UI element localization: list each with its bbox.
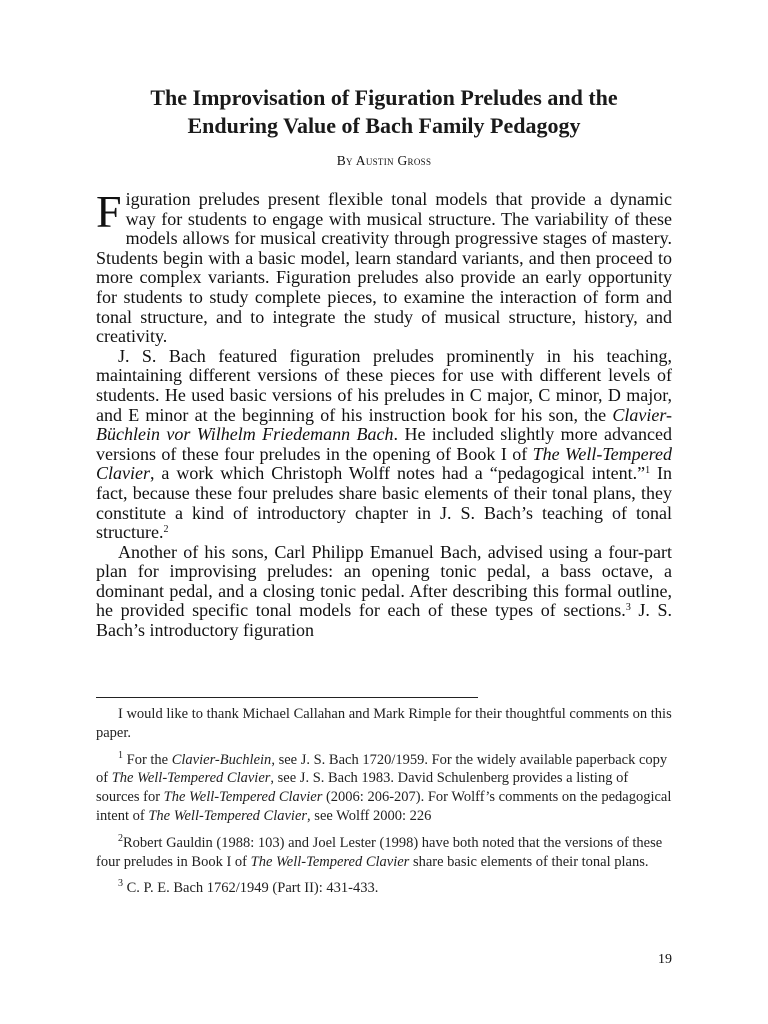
page-number: 19: [658, 952, 672, 967]
footnote-1-number: 1: [118, 749, 123, 761]
paragraph-2-text-c: , a work which Christoph Wolff notes had a “pedagogical intent.”: [150, 463, 646, 484]
article-title-line-2: Enduring Value of Bach Family Pedagogy: [187, 113, 581, 138]
drop-cap: F: [96, 186, 122, 237]
footnote-ref-2[interactable]: 2: [163, 524, 169, 536]
footnotes: [96, 705, 672, 906]
article-title-line-1: The Improvisation of Figuration Preludes and the: [150, 85, 618, 110]
footnote-2-number: 2: [118, 832, 123, 844]
footnote-1-text: , see J. S. Bach 1720/1959. For the widely available paperback copy of: [96, 751, 668, 787]
footnote-3: [96, 879, 672, 898]
paragraph-1-text: iguration preludes present flexible tonal models that provide a dynamic way for students to engage with musical structure. The variability of these models allows for musical creativity through progressive stages of mastery. Students begin with a basic model, learn standard variants, and then proceed to more complex variants. Figuration preludes also provide an early opportunity for students to study complete pieces, to examine the interaction of form and tonal structure, and to integrate the study of musical structure, history, and creativity.: [96, 189, 672, 347]
footnote-1-text: , see Wolff 2000: 226: [307, 807, 432, 824]
work-title-clavier-buchlein: Clavier-Büchlein vor Wilhelm Friedemann Bach: [96, 404, 672, 445]
paragraph-2-text-b: . He included slightly more advanced versions of these four preludes in the opening of Book I of: [96, 424, 672, 464]
paragraph-3-text-b: J. S. Bach’s introductory figuration: [96, 600, 673, 641]
paragraph-1: [96, 186, 672, 347]
paragraph-2-text-a: J. S. Bach featured figuration preludes prominently in his teaching, maintaining different versions of these pieces for use with different levels of students. He used basic versions of his preludes in C major, C minor, D major, and E minor at the beginning of his instruction book for his son, the: [96, 345, 672, 425]
footnote-ref-1[interactable]: 1: [645, 465, 651, 477]
footnote-1-title: The Well-Tempered Clavier: [148, 807, 308, 824]
article-title: [60, 84, 708, 140]
paragraph-3-text-a: Another of his sons, Carl Philipp Emanuel Bach, advised using a four-part plan for improvising preludes: an opening tonic pedal, a bass octave, a dominant pedal, and a closing tonic pedal. After describing this formal outline, he provided specific tonal models for each of these types of sections.: [96, 541, 672, 621]
paragraph-2: [96, 347, 672, 543]
footnote-1-title: The Well-Tempered Clavier: [163, 789, 323, 806]
footnote-1-text: (2006: 206-207). For Wolff’s comments on the pedagogical intent of: [96, 789, 672, 824]
author-byline: By Austin Gross: [336, 153, 432, 168]
footnote-3-text: C. P. E. Bach 1762/1949 (Part II): 431-433.: [123, 880, 379, 897]
footnote-1-title: Clavier-Buchlein: [171, 751, 272, 768]
footnote-ref-3[interactable]: 3: [625, 602, 631, 614]
paragraph-3: [96, 543, 672, 641]
footnote-acknowledgment: I would like to thank Michael Callahan and Mark Rimple for their thoughtful comments on this paper.: [96, 706, 672, 741]
footnote-2: [96, 834, 672, 872]
footnote-1-text: , see J. S. Bach 1983. David Schulenberg provides a listing of sources for: [96, 770, 629, 806]
footnote-1-text: For the: [123, 751, 172, 768]
work-title-well-tempered-clavier: The Well-Tempered Clavier: [96, 443, 672, 484]
footnote-2-text: share basic elements of their tonal plans.: [409, 853, 649, 870]
footnote-1-title: The Well-Tempered Clavier: [111, 770, 271, 787]
article-body: [96, 186, 673, 641]
footnote-3-number: 3: [118, 878, 123, 890]
footnote-divider: [96, 697, 478, 698]
footnote-1: [96, 751, 672, 826]
footnote-2-text: Robert Gauldin (1988: 103) and Joel Lester (1998) have both noted that the versions of these four preludes in Book I of: [96, 834, 663, 870]
footnote-2-title: The Well-Tempered Clavier: [250, 853, 410, 870]
paragraph-2-text-d: In fact, because these four preludes share basic elements of their tonal plans, they constitute a kind of introductory chapter in J. S. Bach’s teaching of tonal structure.: [96, 463, 672, 543]
